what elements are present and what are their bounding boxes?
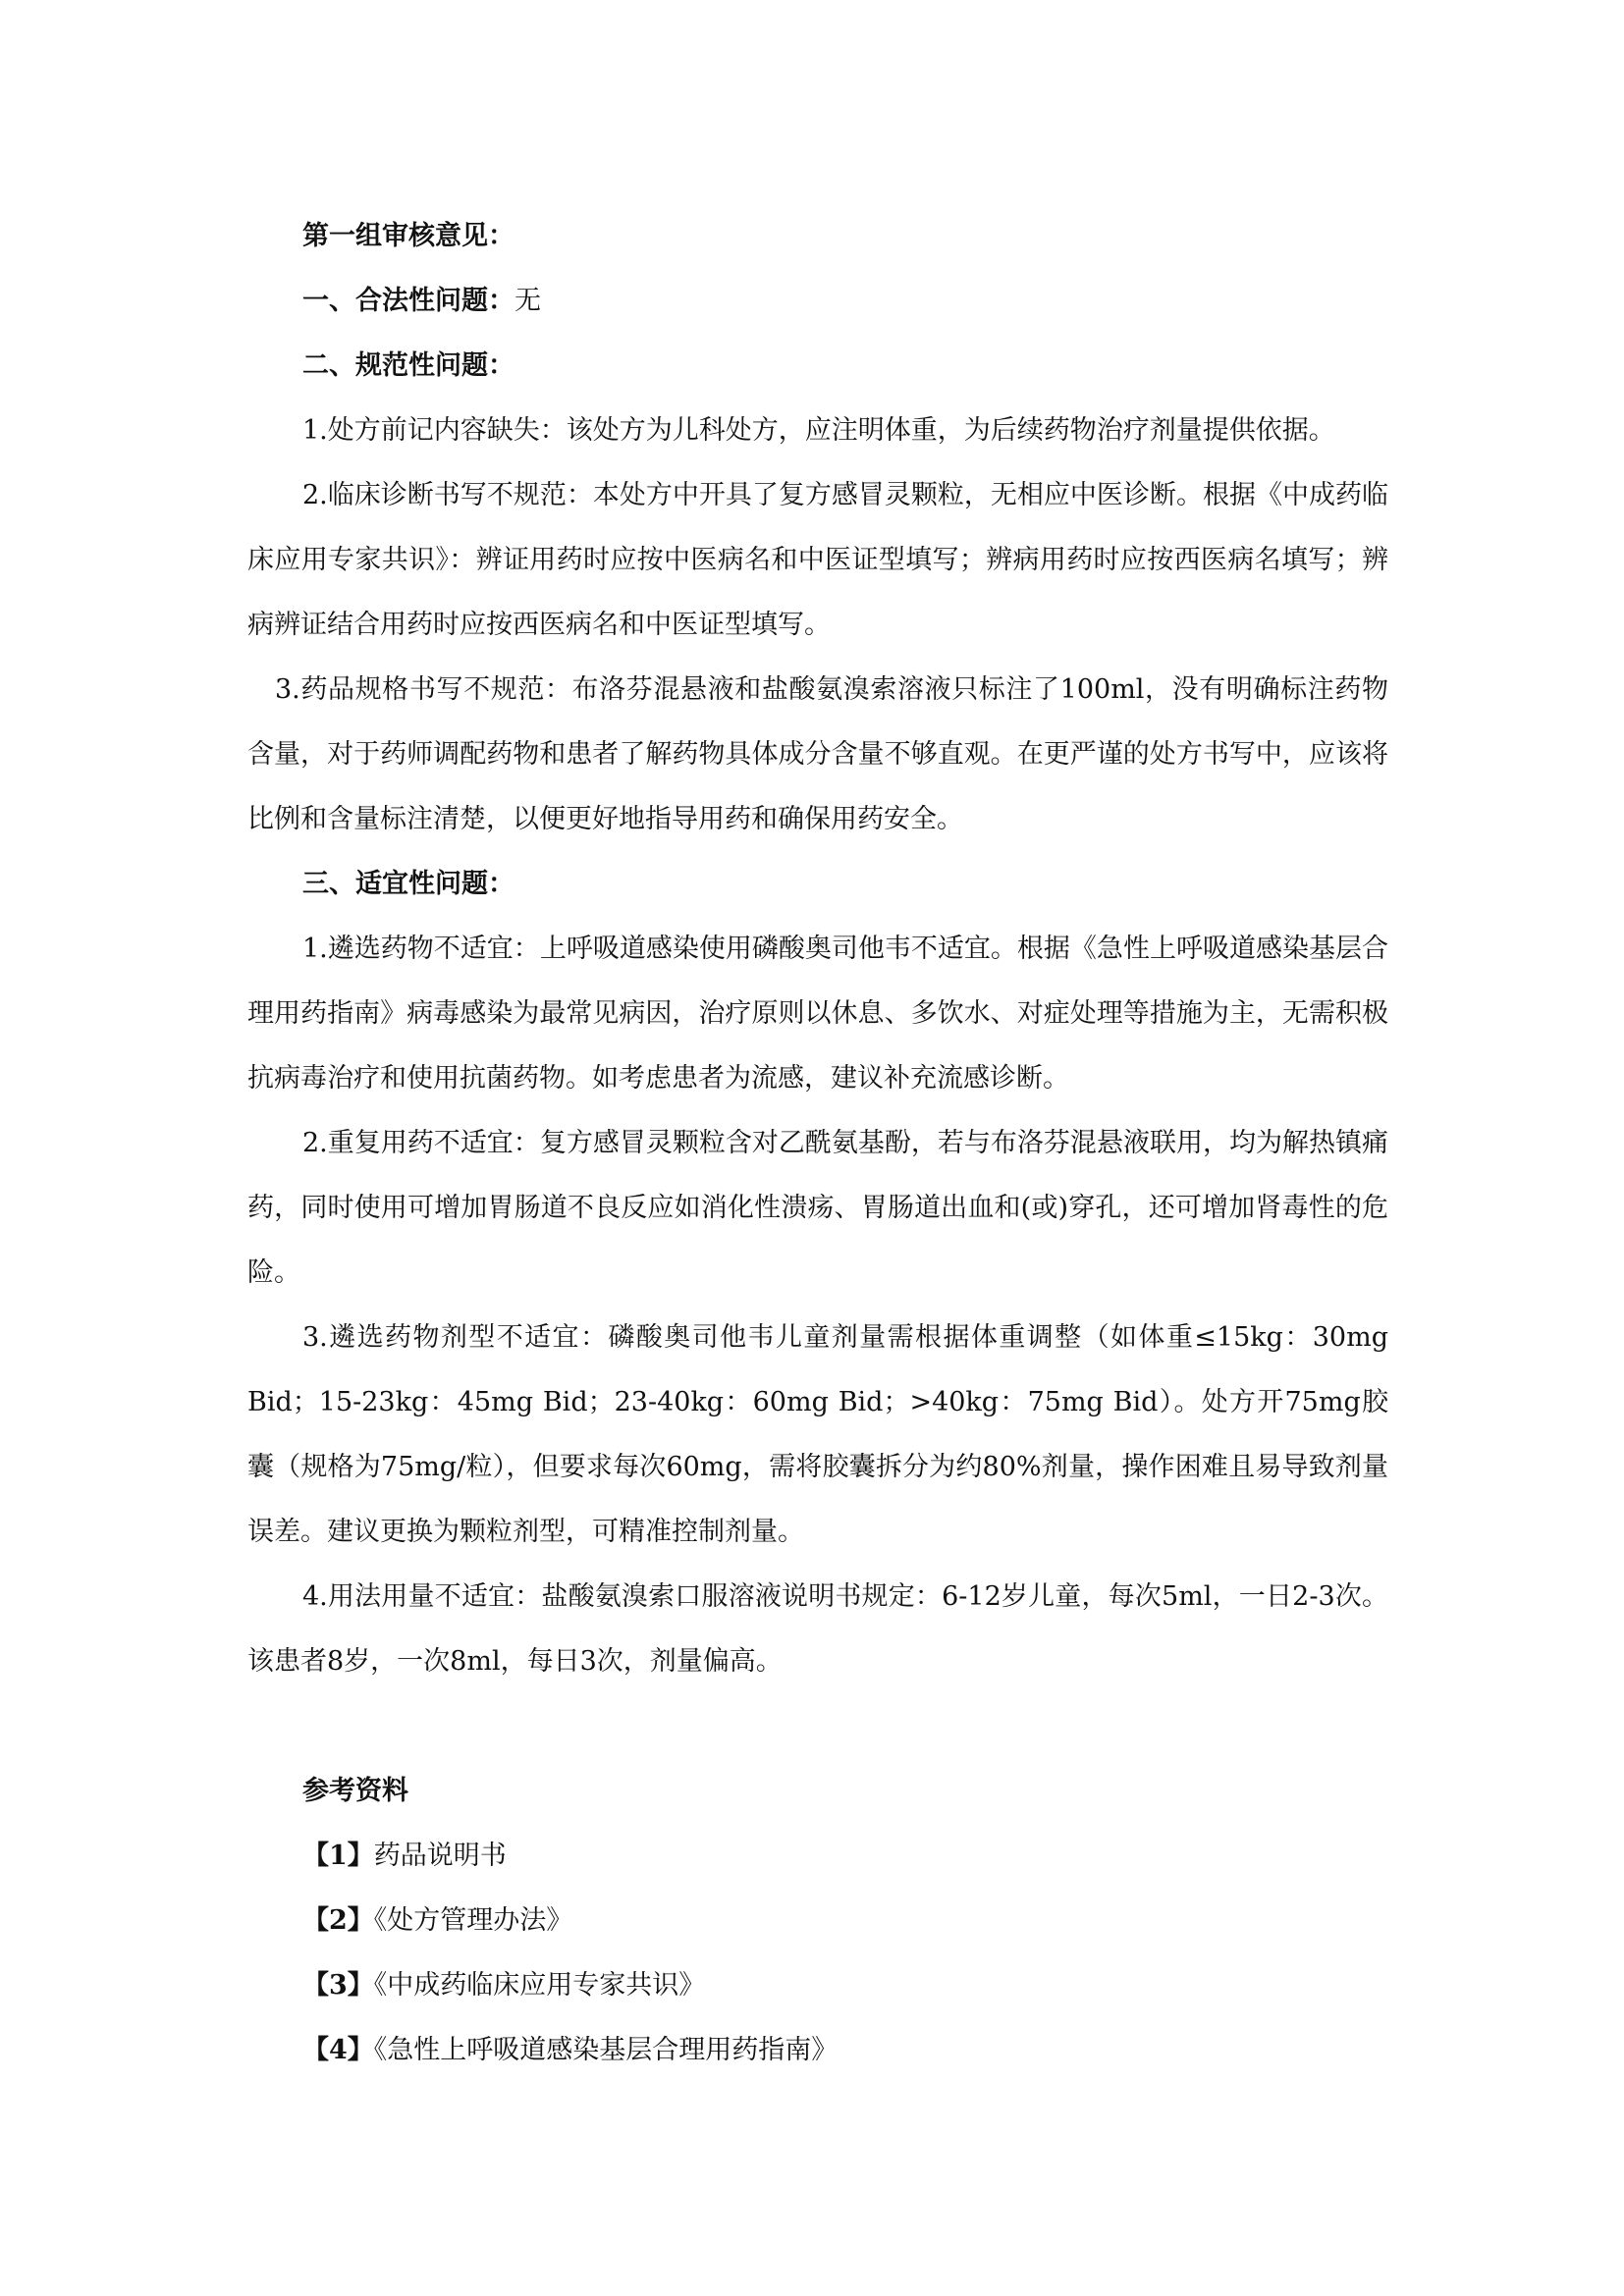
reference-item-3 [247,1953,1388,2018]
standard-item-1: 1.处方前记内容缺失：该处方为儿科处方，应注明体重，为后续药物治疗剂量提供依据。 [302,415,1335,446]
review-title: 第一组审核意见： [302,221,514,251]
reference-item-1 [247,1824,1388,1889]
reference-text: 《急性上呼吸道感染基层合理用药指南》 [373,2035,839,2065]
suitability-item-4: 4.用法用量不适宜：盐酸氨溴索口服溶液说明书规定：6-12岁儿童，每次5ml，一日2-3次。该患者8岁，一次8ml，每日3次，剂量偏高。 [247,1581,1388,1677]
suitability-heading: 三、适宜性问题： [302,869,514,899]
reference-text: 《处方管理办法》 [373,1905,573,1936]
suitability-item-2: 2.重复用药不适宜：复方感冒灵颗粒含对乙酰氨基酚，若与布洛芬混悬液联用，均为解热镇痛药，同时使用可增加胃肠道不良反应如消化性溃疡、胃肠道出血和(或)穿孔，还可增加肾毒性的危险。 [247,1128,1388,1288]
reference-item-4 [247,2018,1388,2083]
standard-item-2: 2.临床诊断书写不规范：本处方中开具了复方感冒灵颗粒，无相应中医诊断。根据《中成药临床应用专家共识》：辨证用药时应按中医病名和中医证型填写；辨病用药时应按西医病名填写；辨病辨证结合用药时应按西医病名和中医证型填写。 [247,480,1388,640]
reference-number: 【2】 [302,1905,374,1936]
standard-heading: 二、规范性问题： [302,350,514,381]
reference-number: 【1】 [302,1841,374,1871]
legality-heading: 一、合法性问题： [302,286,514,316]
reference-text: 药品说明书 [373,1841,507,1871]
reference-text: 《中成药临床应用专家共识》 [373,1970,706,2001]
standard-item-3: 3.药品规格书写不规范：布洛芬混悬液和盐酸氨溴索溶液只标注了100ml，没有明确标注药物含量，对于药师调配药物和患者了解药物具体成分含量不够直观。在更严谨的处方书写中，应该将比例和含量标注清楚，以便更好地指导用药和确保用药安全。 [247,674,1388,834]
suitability-item-3: 3.遴选药物剂型不适宜：磷酸奥司他韦儿童剂量需根据体重调整（如体重≤15kg：30mg Bid；15-23kg：45mg Bid；23-40kg：60mg Bid；>40kg：75mg Bid）。处方开75mg胶囊（规格为75mg/粒），但要求每次60mg，需将胶囊拆分为约80%剂量，操作困难且易导致剂量误差。建议更换为颗粒剂型，可精准控制剂量。 [247,1322,1388,1547]
reference-item-2 [247,1889,1388,1953]
reference-number: 【3】 [302,1970,374,2001]
legality-value: 无 [514,286,541,316]
reference-number: 【4】 [302,2035,374,2065]
section-spacer [247,1694,1388,1759]
legality-section [247,269,1388,334]
document-body [247,204,1388,2083]
suitability-item-1: 1.遴选药物不适宜：上呼吸道感染使用磷酸奥司他韦不适宜。根据《急性上呼吸道感染基层合理用药指南》病毒感染为最常见病因，治疗原则以休息、多饮水、对症处理等措施为主，无需积极抗病毒治疗和使用抗菌药物。如考虑患者为流感，建议补充流感诊断。 [247,934,1388,1094]
references-title: 参考资料 [302,1776,408,1806]
